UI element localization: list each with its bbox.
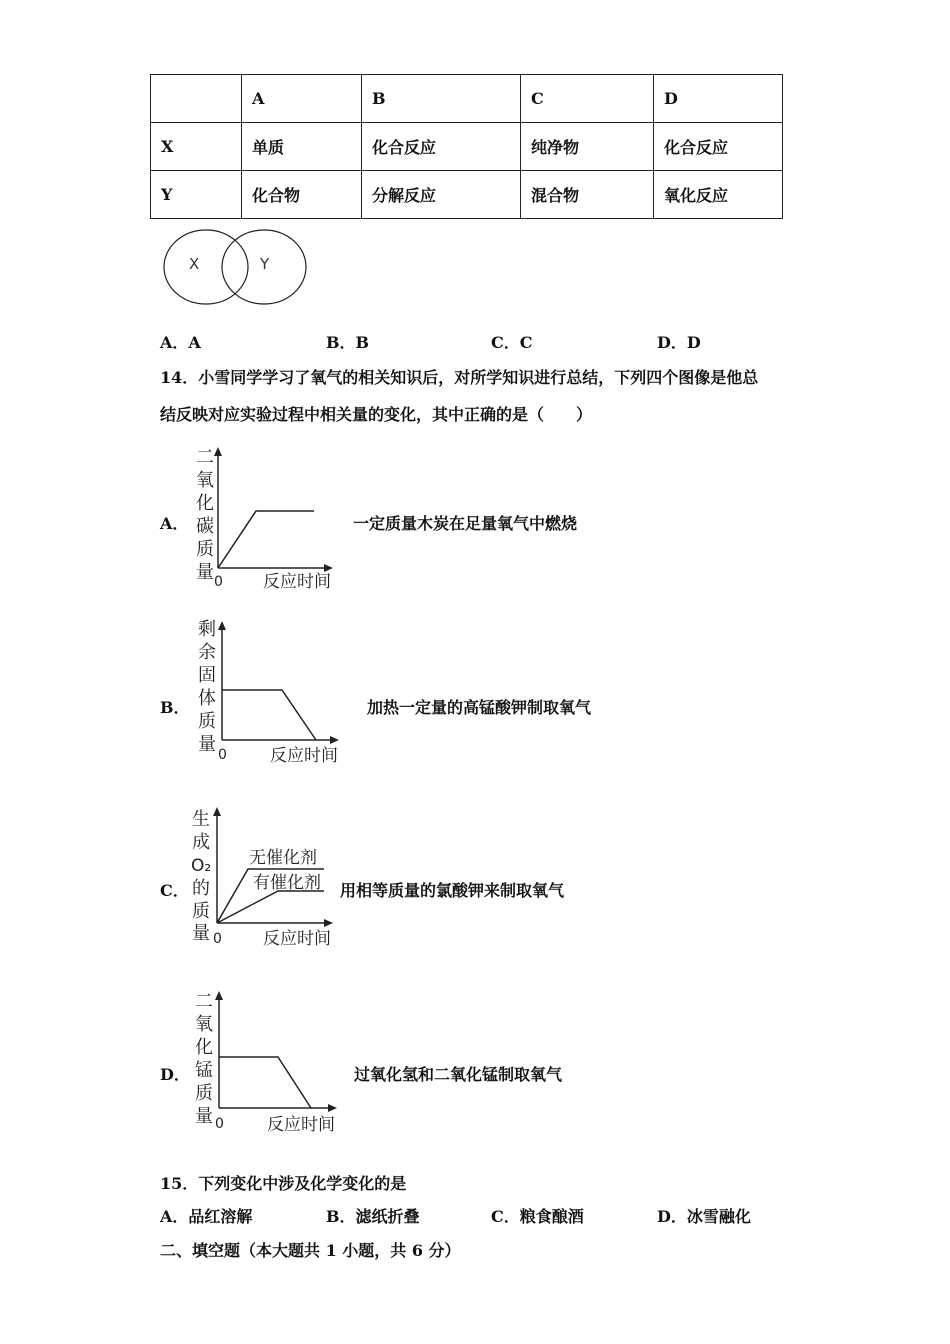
graph-c-ylabel-char: 成 <box>192 832 210 853</box>
classification-table <box>150 74 783 219</box>
q14-option-a-desc: 一定质量木炭在足量氧气中燃烧 <box>353 514 578 533</box>
graph-b-curve <box>222 690 316 740</box>
q14-option-c-label[interactable]: C． <box>160 881 189 900</box>
graph-c-ylabel-char: 质 <box>192 901 210 922</box>
table-cell: 纯净物 <box>521 123 654 171</box>
arrow-right-icon <box>324 919 333 927</box>
arrow-up-icon <box>218 621 226 630</box>
graph-b-ylabel-char: 剩 <box>198 619 216 640</box>
q14-stem-line1: 14．小雪同学学习了氧气的相关知识后，对所学知识进行总结，下列四个图像是他总 <box>160 368 759 387</box>
arrow-right-icon <box>328 1104 337 1112</box>
graph-d-ylabel-char: 二 <box>195 991 213 1012</box>
q13-option-d[interactable]: D．D <box>657 333 701 352</box>
graph-d-ylabel-char: 氧 <box>195 1014 213 1035</box>
q13-option-c[interactable]: C．C <box>491 333 533 352</box>
table-cell: 化合反应 <box>654 123 783 171</box>
q13-option-b[interactable]: B．B <box>326 333 370 352</box>
arrow-right-icon <box>324 564 333 572</box>
graph-d-curve <box>219 1057 311 1108</box>
q15-option-d[interactable]: D．冰雪融化 <box>657 1207 751 1226</box>
graph-d <box>190 985 350 1135</box>
table-cell: 氧化反应 <box>654 171 783 219</box>
table-cell: 混合物 <box>521 171 654 219</box>
q14-option-d-desc: 过氧化氢和二氧化锰制取氧气 <box>354 1065 563 1084</box>
graph-c-origin: 0 <box>213 931 222 947</box>
graph-b-ylabel-char: 量 <box>198 734 216 755</box>
table-header-cell: D <box>654 75 783 123</box>
q15-option-a[interactable]: A．品红溶解 <box>160 1207 253 1226</box>
table-cell: X <box>151 123 242 171</box>
arrow-right-icon <box>330 736 339 744</box>
q14-stem-line2: 结反映对应实验过程中相关量的变化，其中正确的是（ ） <box>160 405 593 424</box>
graph-c-ylabel-char: 的 <box>192 878 210 899</box>
q13-option-a[interactable]: A．A <box>160 333 201 352</box>
section-heading: 二、填空题（本大题共 1 小题，共 6 分） <box>160 1241 461 1260</box>
graph-b-ylabel-char: 固 <box>198 665 216 686</box>
table-header-cell: C <box>521 75 654 123</box>
graph-a-ylabel-char: 质 <box>196 539 214 560</box>
q14-option-a-label[interactable]: A． <box>160 514 189 533</box>
graph-b-xlabel: 反应时间 <box>270 746 338 766</box>
graph-a-ylabel-char: 二 <box>196 447 214 468</box>
graph-a-origin: 0 <box>214 574 223 590</box>
table-cell: 分解反应 <box>362 171 521 219</box>
graph-b-ylabel-char: 余 <box>198 642 216 663</box>
graph-a-ylabel-char: 化 <box>196 493 214 514</box>
graph-a-ylabel-char: 氧 <box>196 470 214 491</box>
q14-option-b-desc: 加热一定量的高锰酸钾制取氧气 <box>367 698 592 717</box>
table-cell: 单质 <box>242 123 362 171</box>
venn-diagram <box>158 225 313 310</box>
table-cell: Y <box>151 171 242 219</box>
graph-d-ylabel-char: 质 <box>195 1083 213 1104</box>
q15-option-c[interactable]: C．粮食酿酒 <box>491 1207 584 1226</box>
graph-d-ylabel-char: 化 <box>195 1037 213 1058</box>
graph-a-xlabel: 反应时间 <box>263 572 331 592</box>
graph-d-origin: 0 <box>215 1116 224 1132</box>
graph-b-origin: 0 <box>218 747 227 763</box>
table-header-cell: B <box>362 75 521 123</box>
q15-option-b[interactable]: B．滤纸折叠 <box>326 1207 420 1226</box>
graph-a <box>190 443 340 593</box>
graph-b-ylabel-char: 质 <box>198 711 216 732</box>
table-row <box>151 123 783 171</box>
graph-b-ylabel-char: 体 <box>198 688 216 709</box>
arrow-up-icon <box>214 447 222 456</box>
graph-c-curve1-label: 无催化剂 <box>249 848 317 868</box>
q14-option-c-desc: 用相等质量的氯酸钾来制取氧气 <box>340 881 565 900</box>
table-row <box>151 171 783 219</box>
graph-c-ylabel-char: O₂ <box>191 856 212 876</box>
table-header-cell: A <box>242 75 362 123</box>
table-cell: 化合物 <box>242 171 362 219</box>
q14-option-b-label[interactable]: B． <box>160 698 190 717</box>
graph-c-curve2-label: 有催化剂 <box>253 873 321 893</box>
graph-b <box>190 615 350 770</box>
graph-d-ylabel-char: 锰 <box>195 1060 213 1081</box>
arrow-up-icon <box>215 991 223 1000</box>
graph-a-curve <box>218 511 314 568</box>
venn-circle-x <box>164 230 248 304</box>
graph-d-ylabel-char: 量 <box>195 1106 213 1127</box>
graph-c <box>186 803 346 951</box>
arrow-up-icon <box>213 807 221 816</box>
graph-c-xlabel: 反应时间 <box>263 929 331 949</box>
venn-label-x: X <box>189 255 200 273</box>
graph-a-ylabel-char: 量 <box>196 562 214 583</box>
table-cell: 化合反应 <box>362 123 521 171</box>
graph-a-ylabel-char: 碳 <box>196 516 214 537</box>
venn-label-y: Y <box>260 255 270 273</box>
graph-c-ylabel-char: 生 <box>192 809 210 830</box>
graph-d-xlabel: 反应时间 <box>267 1115 335 1135</box>
q14-option-d-label[interactable]: D． <box>160 1065 190 1084</box>
table-header-cell <box>151 75 242 123</box>
q15-stem: 15．下列变化中涉及化学变化的是 <box>160 1174 407 1193</box>
graph-c-ylabel-char: 量 <box>192 923 210 944</box>
